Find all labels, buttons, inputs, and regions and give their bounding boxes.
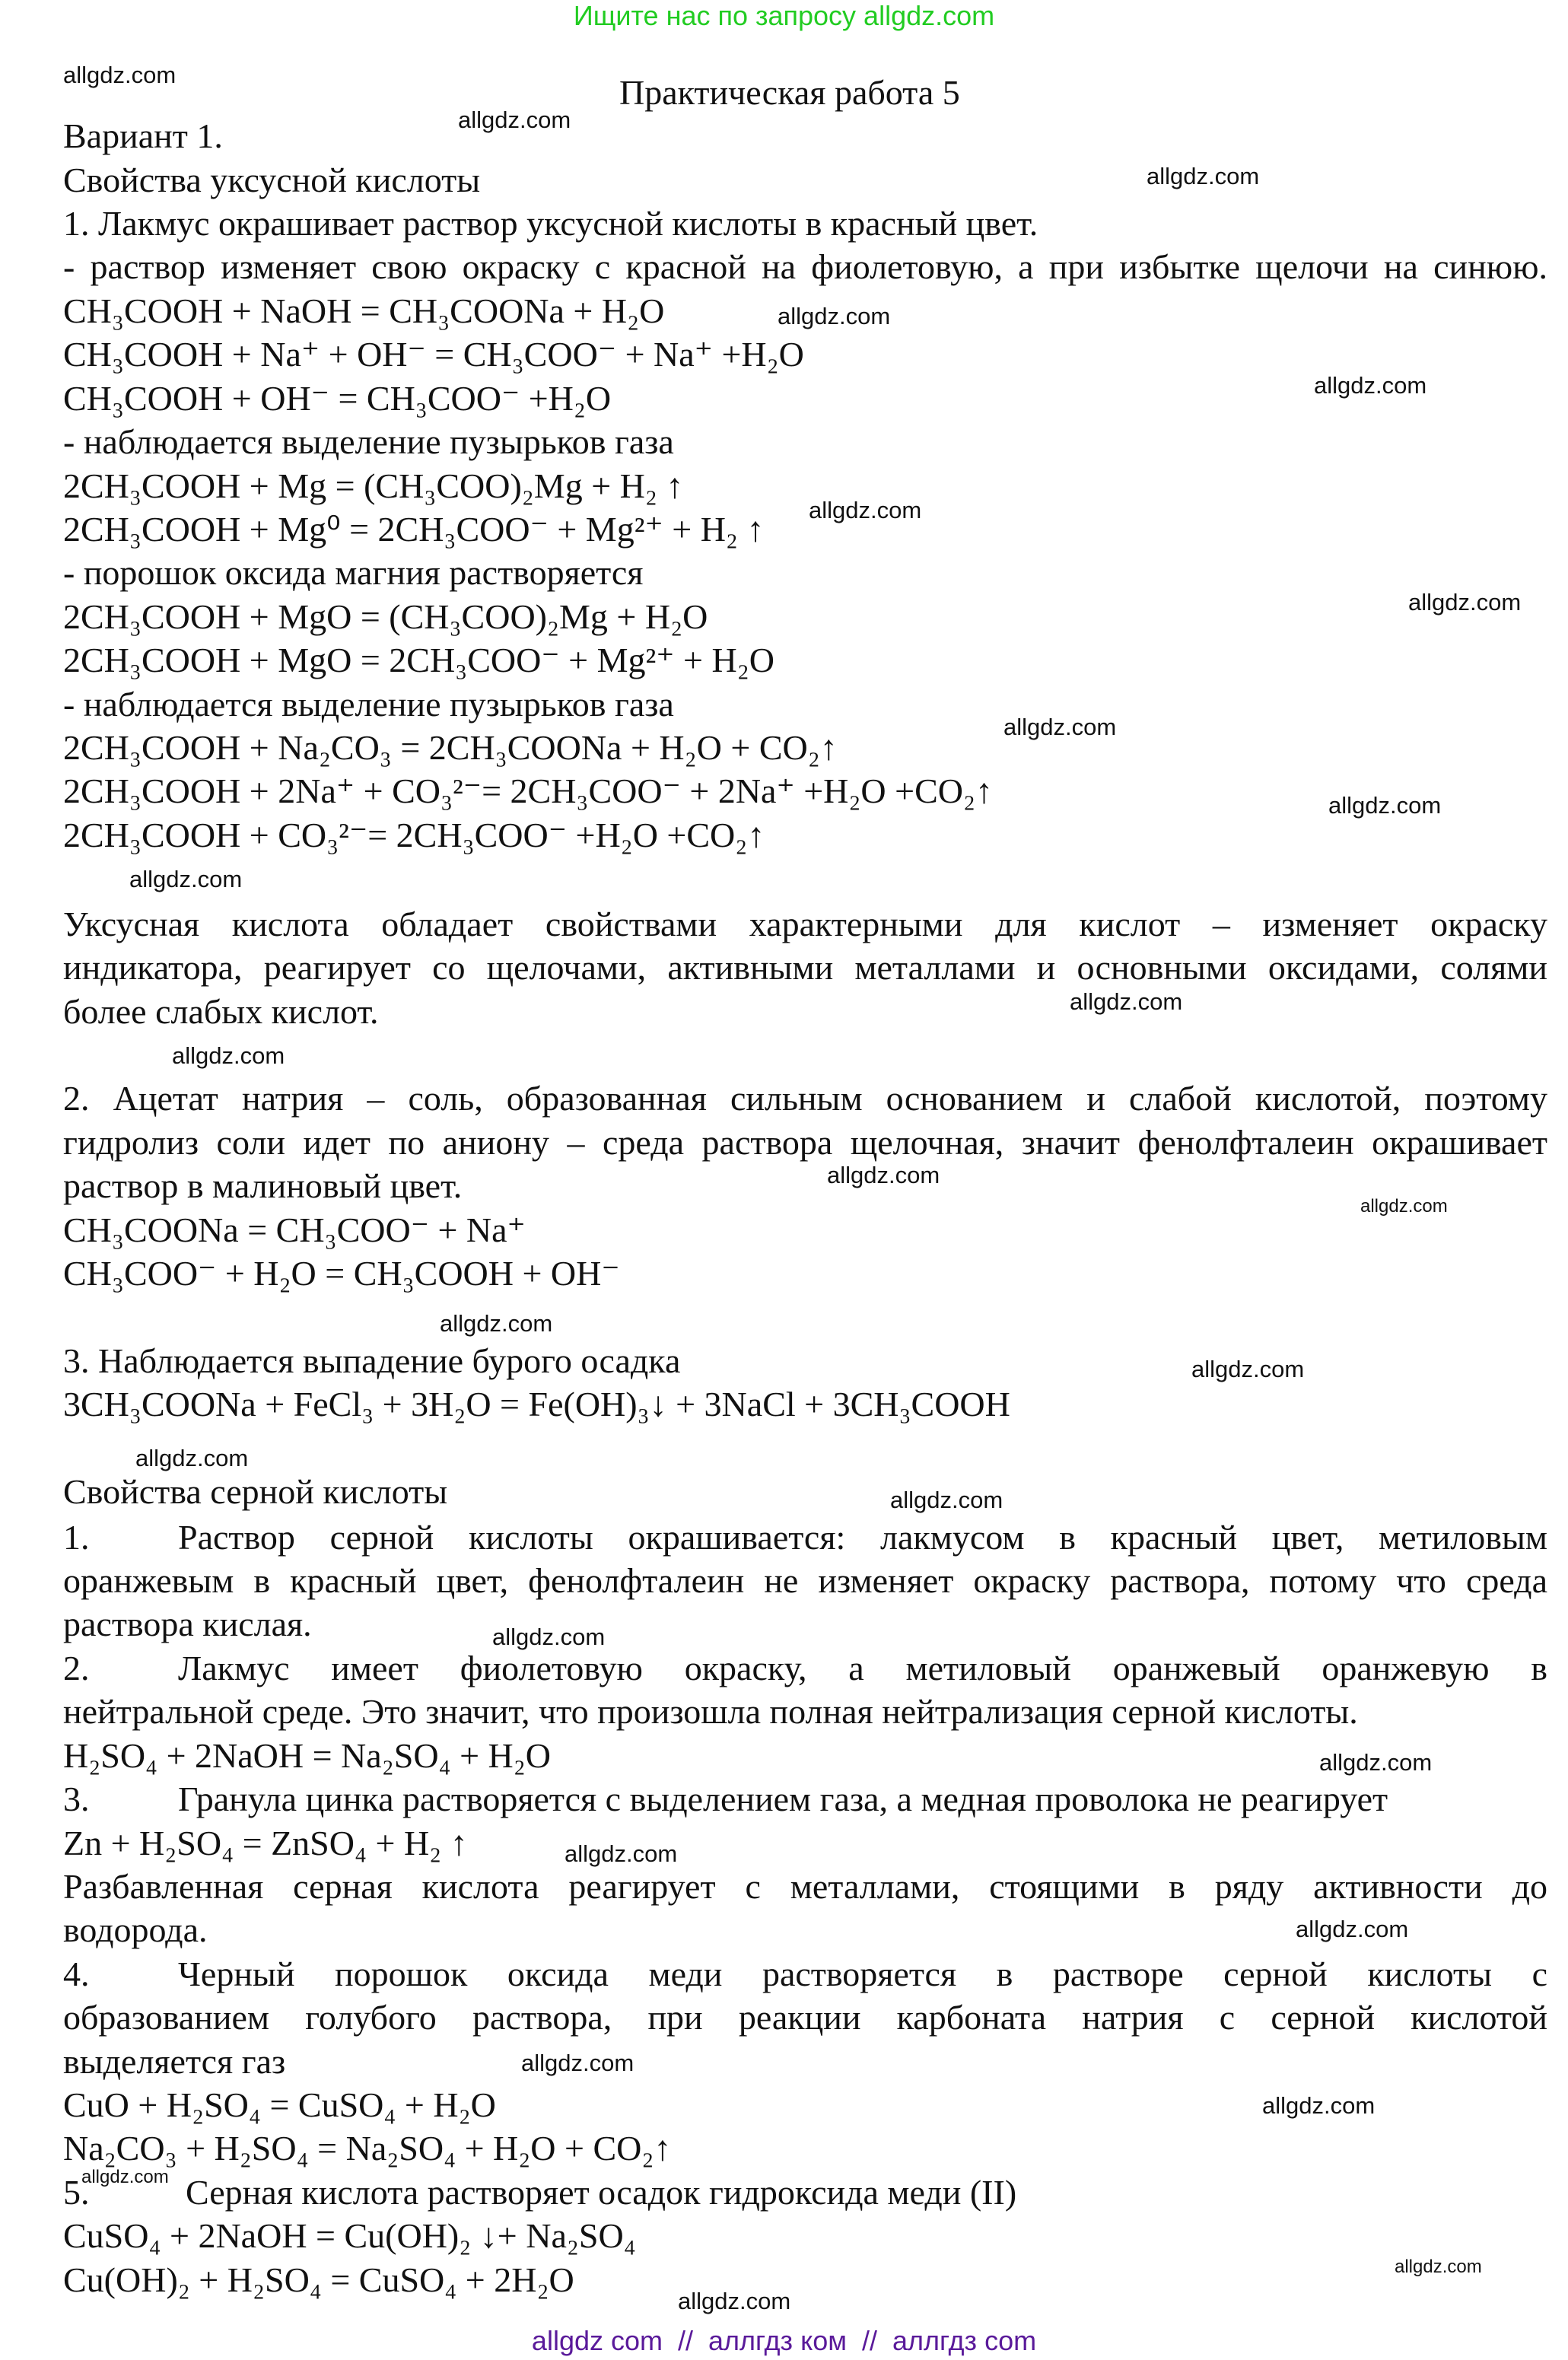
- equation: Cu(OH)₂ + H₂SO₄ = CuSO₄ + 2H₂O: [63, 2260, 574, 2299]
- bottom-banner[interactable]: allgdz com // аллгдз ком // аллгдз com: [531, 2325, 1037, 2356]
- text-line: 2. Ацетат натрия – соль, образованная сильным основанием и слабой кислотой, поэтому: [63, 1079, 1547, 1118]
- item-number: 3.: [63, 1780, 90, 1818]
- equation: 2CH₃COOH + MgO = (CH₃COO)₂Mg + H₂O: [63, 597, 708, 636]
- watermark: allgdz.com: [1296, 1916, 1409, 1942]
- text-line: выделяется газ: [63, 2042, 286, 2081]
- watermark: allgdz.com: [1360, 1196, 1448, 1217]
- text-line: 3. Наблюдается выпадение бурого осадка: [63, 1341, 681, 1380]
- section-heading: Свойства уксусной кислоты: [63, 161, 481, 199]
- text-line: Разбавленная серная кислота реагирует с металлами, стоящими в ряду активности до: [63, 1867, 1547, 1906]
- text-line: Гранула цинка растворяется с выделением газа, а медная проволока не реагирует: [178, 1780, 1388, 1818]
- watermark: allgdz.com: [827, 1162, 940, 1188]
- item-number: 1.: [63, 1518, 90, 1557]
- watermark: allgdz.com: [1070, 988, 1183, 1015]
- equation: 2CH₃COOH + MgO = 2CH₃COO⁻ + Mg²⁺ + H₂O: [63, 641, 774, 679]
- text-line: Серная кислота растворяет осадок гидроксида меди (II): [186, 2173, 1017, 2212]
- watermark: allgdz.com: [81, 2167, 169, 2187]
- equation: 2CH₃COOH + Mg⁰ = 2CH₃COO⁻ + Mg²⁺ + H₂ ↑: [63, 510, 765, 549]
- equation: H₂SO₄ + 2NaOH = Na₂SO₄ + H₂O: [63, 1736, 551, 1775]
- watermark: allgdz.com: [1408, 589, 1522, 615]
- equation: 3CH₃COONa + FeCl₃ + 3H₂O = Fe(OH)₃↓ + 3NaCl + 3CH₃COOH: [63, 1385, 1010, 1423]
- text-line: - порошок оксида магния растворяется: [63, 553, 644, 592]
- watermark: allgdz.com: [492, 1624, 606, 1650]
- equation: CH₃COO⁻ + H₂O = CH₃COOH + OH⁻: [63, 1254, 620, 1293]
- watermark: allgdz.com: [809, 497, 922, 523]
- text-line: нейтральной среде. Это значит, что произошла полная нейтрализация серной кислоты.: [63, 1692, 1358, 1731]
- equation: Na₂CO₃ + H₂SO₄ = Na₂SO₄ + H₂O + CO₂↑: [63, 2129, 672, 2168]
- text-line: индикатора, реагирует со щелочами, активными металлами и основными оксидами, солями: [63, 948, 1547, 987]
- variant-heading: Вариант 1.: [63, 116, 223, 155]
- equation: CH₃COOH + NaOH = CH₃COONa + H₂O: [63, 291, 665, 330]
- text-line: раствора кислая.: [63, 1605, 312, 1643]
- equation: Zn + H₂SO₄ = ZnSO₄ + H₂ ↑: [63, 1824, 468, 1862]
- equation: 2CH₃COOH + Mg = (CH₃COO)₂Mg + H₂ ↑: [63, 466, 684, 505]
- top-banner[interactable]: Ищите нас по запросу allgdz.com: [573, 0, 995, 31]
- page-title: Практическая работа 5: [619, 73, 960, 112]
- equation: CuSO₄ + 2NaOH = Cu(OH)₂ ↓+ Na₂SO₄: [63, 2216, 636, 2255]
- text-line: образованием голубого раствора, при реакции карбоната натрия с серной кислотой: [63, 1998, 1547, 2037]
- watermark: allgdz.com: [135, 1445, 249, 1471]
- watermark: allgdz.com: [890, 1487, 1003, 1513]
- item-number: 5.: [63, 2173, 90, 2212]
- text-line: более слабых кислот.: [63, 992, 379, 1031]
- text-line: Раствор серной кислоты окрашивается: лакмусом в красный цвет, метиловым: [178, 1518, 1547, 1557]
- watermark: allgdz.com: [778, 303, 891, 329]
- equation: CH₃COOH + OH⁻ = CH₃COO⁻ +H₂O: [63, 379, 612, 418]
- watermark: allgdz.com: [63, 62, 177, 88]
- watermark: allgdz.com: [1191, 1356, 1305, 1382]
- watermark: allgdz.com: [129, 866, 243, 892]
- watermark: allgdz.com: [1147, 163, 1260, 189]
- item-number: 2.: [63, 1649, 90, 1687]
- text-line: раствор в малиновый цвет.: [63, 1166, 463, 1205]
- text-line: гидролиз соли идет по аниону – среда раствора щелочная, значит фенолфталеин окрашивает: [63, 1123, 1547, 1162]
- watermark: allgdz.com: [1314, 372, 1427, 399]
- watermark: allgdz.com: [678, 2288, 791, 2314]
- text-line: Черный порошок оксида меди растворяется в растворе серной кислоты с: [178, 1954, 1547, 1993]
- equation: CH₃COOH + Na⁺ + OH⁻ = CH₃COO⁻ + Na⁺ +H₂O: [63, 335, 804, 374]
- watermark: allgdz.com: [1395, 2257, 1482, 2277]
- text-line: Уксусная кислота обладает свойствами характерными для кислот – изменяет окраску: [63, 905, 1547, 943]
- equation: 2CH₃COOH + 2Na⁺ + CO₃²⁻= 2CH₃COO⁻ + 2Na⁺ +H₂O +CO₂↑: [63, 771, 994, 810]
- watermark: allgdz.com: [521, 2050, 635, 2076]
- text-line: - раствор изменяет свою окраску с красной на фиолетовую, а при избытке щелочи на синюю.: [63, 247, 1547, 286]
- item-number: 4.: [63, 1954, 90, 1993]
- watermark: allgdz.com: [1328, 792, 1442, 819]
- text-line: - наблюдается выделение пузырьков газа: [63, 685, 674, 724]
- text-line: оранжевым в красный цвет, фенолфталеин не изменяет окраску раствора, потому что среда: [63, 1561, 1547, 1600]
- watermark: allgdz.com: [1319, 1749, 1433, 1776]
- section-heading: Свойства серной кислоты: [63, 1472, 448, 1511]
- equation: CuO + H₂SO₄ = CuSO₄ + H₂O: [63, 2085, 496, 2124]
- text-line: 1. Лакмус окрашивает раствор уксусной кислоты в красный цвет.: [63, 204, 1038, 243]
- equation: 2CH₃COOH + CO₃²⁻= 2CH₃COO⁻ +H₂O +CO₂↑: [63, 816, 765, 854]
- text-line: - наблюдается выделение пузырьков газа: [63, 422, 674, 461]
- text-line: водорода.: [63, 1910, 208, 1949]
- watermark: allgdz.com: [565, 1840, 678, 1867]
- watermark: allgdz.com: [458, 107, 571, 133]
- text-line: Лакмус имеет фиолетовую окраску, а метиловый оранжевый оранжевую в: [178, 1649, 1547, 1687]
- watermark: allgdz.com: [1262, 2092, 1376, 2119]
- watermark: allgdz.com: [1003, 714, 1117, 740]
- watermark: allgdz.com: [440, 1310, 553, 1337]
- equation: 2CH₃COOH + Na₂CO₃ = 2CH₃COONa + H₂O + CO₂↑: [63, 728, 838, 767]
- equation: CH₃COONa = CH₃COO⁻ + Na⁺: [63, 1210, 526, 1249]
- watermark: allgdz.com: [172, 1042, 285, 1069]
